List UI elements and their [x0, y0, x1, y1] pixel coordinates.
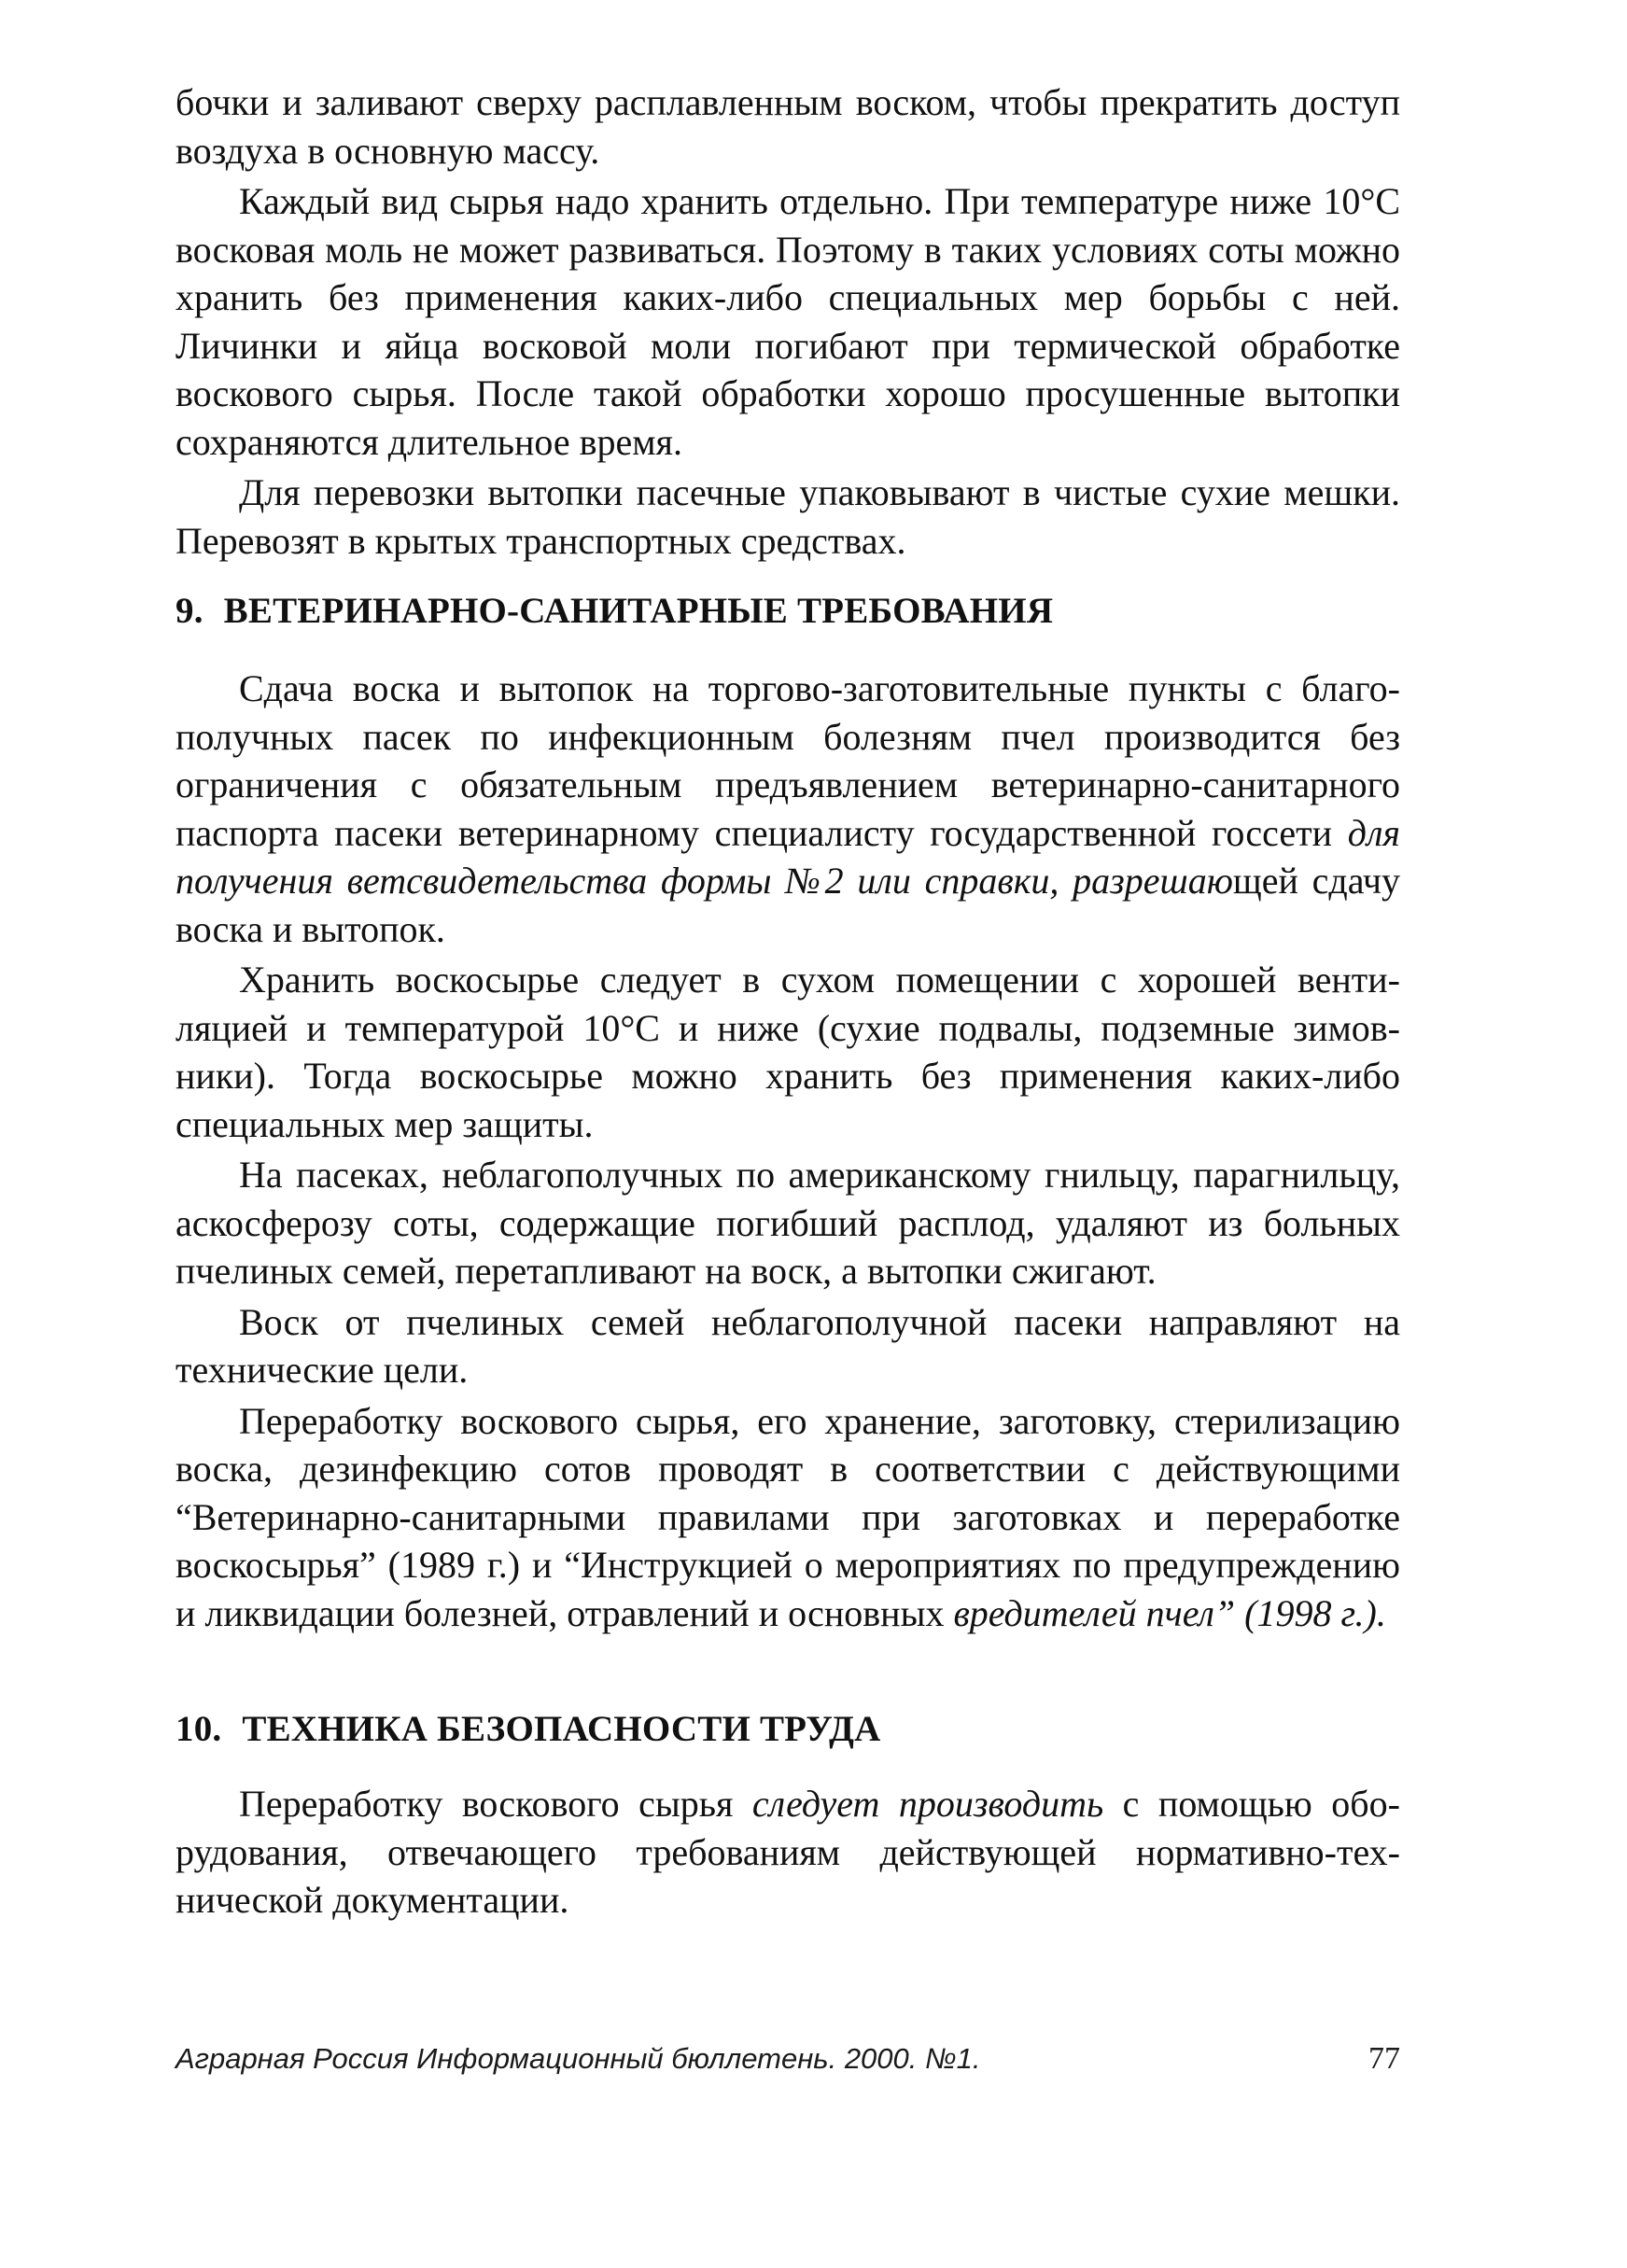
paragraph — [175, 1780, 1400, 1925]
paragraph-text: Переработку воскового сырья, его хранение, заготовку, стерилизацию воска, дезинфекцию сотов проводят в соответствии с действующими “Ветеринарно-санитарными правилами при заготовках и переработке воскосырья” (1989 г.) и “Инструкцией о мероприятиях по предупреждению и ликвидации болезней, отравлений и основных — [175, 1399, 1400, 1634]
paragraph: бочки и заливают сверху расплавленным воском, чтобы прекратить доступ воздуха в основную массу. — [175, 81, 1400, 172]
paragraph: Воск от пчелиных семей неблагополучной пасеки направляют на технические цели. — [175, 1300, 1400, 1391]
paragraph-italic-text: вредителей пчел” (1998 г.). — [953, 1591, 1386, 1634]
page-number: 77 — [1368, 2041, 1400, 2076]
section-heading-9 — [175, 588, 1400, 635]
section-number: 9. — [175, 591, 203, 631]
page-footer — [175, 2037, 1400, 2080]
paragraph-italic-text: для получения ветсвидетельства формы №2 или справки, разрешаю — [175, 811, 1400, 902]
paragraph-text: щей сдачу воска и вытопок. — [175, 860, 1400, 950]
section-heading-10 — [175, 1706, 1400, 1753]
paragraph-italic-text: следует производить — [751, 1783, 1104, 1825]
paragraph — [175, 1397, 1400, 1638]
section-10-body — [175, 1780, 1400, 1925]
paragraph — [175, 665, 1400, 953]
section-title: ТЕХНИКА БЕЗОПАСНОСТИ ТРУДА — [242, 1709, 881, 1749]
continuation-text — [175, 78, 1400, 565]
paragraph-text: с помощью оборудования, отвечающего требованиям действующей нормативно-технической документации. — [175, 1783, 1400, 1921]
paragraph: Каждый вид сырья надо хранить отдельно. При температуре ниже 10°С восковая моль не может развиваться. Поэтому в таких условиях соты можно хранить без применения каких-либо специальных мер борьбы с ней. Личинки и яйца восковой моли погибают при термической обработке воскового сырья. После такой обработки хорошо просушенные вытопки сохраняются длительное время. — [175, 180, 1400, 463]
paragraph-text: Сдача воска и вытопок на торгово-заготовительные пункты с благополучных пасек по инфекционным болезням пчел производится без ограничения с обязательным предъявлением ветеринарно-санитарного паспорта пасеки ветеринарному специалисту государственной госсети — [175, 667, 1400, 854]
paragraph: На пасеках, неблагополучных по американскому гнильцу, парагнильцу, аскосферозу соты, содержащие погибший расплод, удаляют из больных пчелиных семей, перетапливают на воск, а вытопки сжигают. — [175, 1154, 1400, 1292]
section-title: ВЕТЕРИНАРНО-САНИТАРНЫЕ ТРЕБОВАНИЯ — [223, 591, 1054, 631]
paragraph: Хранить воскосырье следует в сухом помещении с хорошей вентиляцией и температурой 10°С и ниже (сухие подвалы, подземные зимовники). Тогда воскосырье можно хранить без применения каких-либо специальных мер защиты. — [175, 959, 1400, 1145]
paragraph: Для перевозки вытопки пасечные упаковывают в чистые сухие мешки. Перевозят в крытых транспортных средствах. — [175, 471, 1400, 562]
section-number: 10. — [175, 1709, 222, 1749]
journal-name: Аграрная Россия Информационный бюллетень. 2000. №1. — [175, 2042, 981, 2075]
section-9-body — [175, 665, 1400, 1637]
paragraph-text: Переработку воскового сырья — [239, 1783, 752, 1825]
